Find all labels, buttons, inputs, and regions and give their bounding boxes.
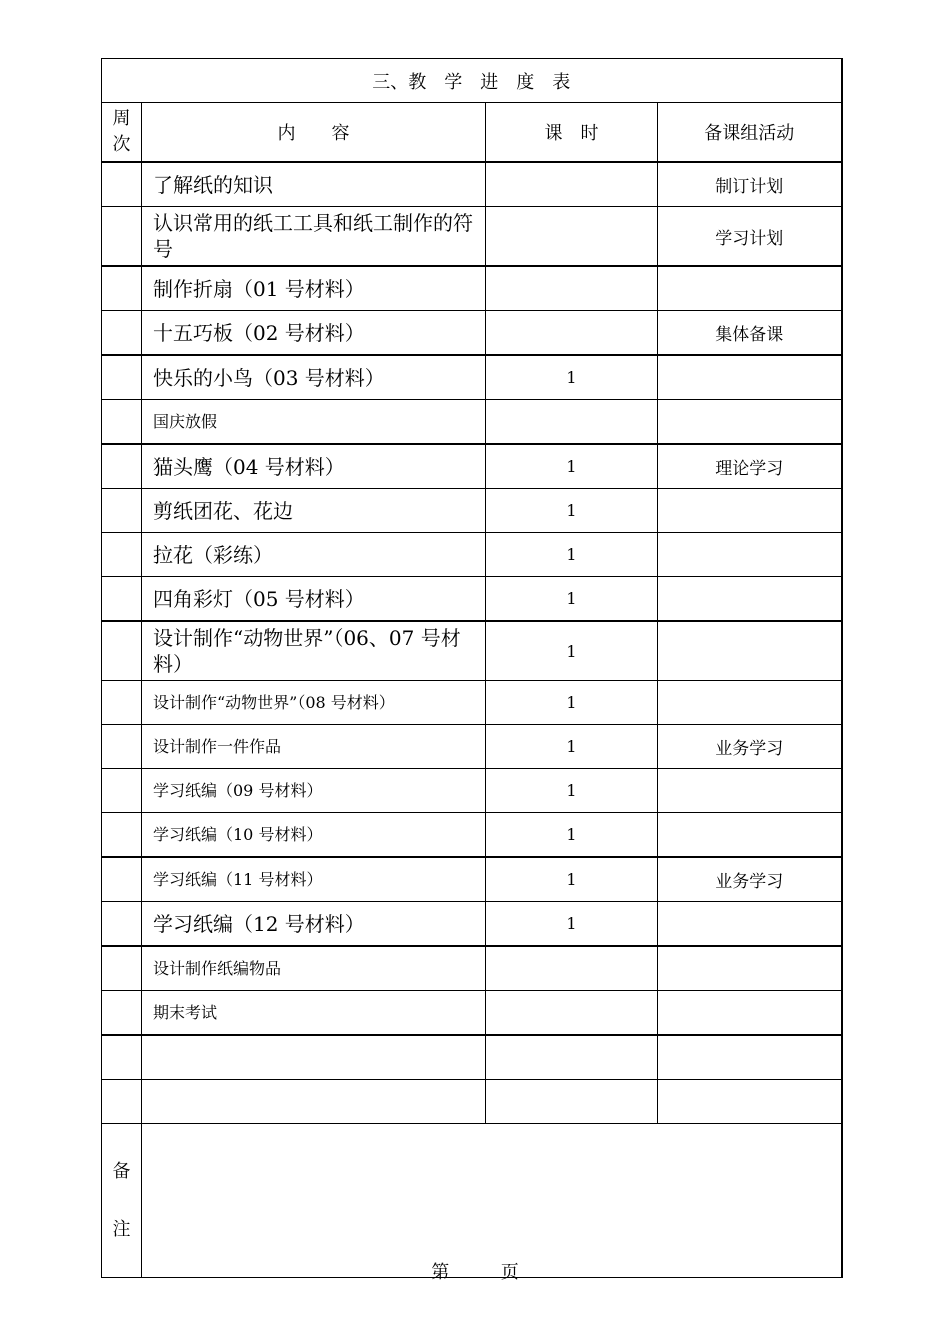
week-cell <box>102 621 142 681</box>
week-cell <box>102 162 142 207</box>
hours-cell <box>486 1080 658 1124</box>
activity-cell <box>658 577 842 622</box>
activity-cell: 业务学习 <box>658 857 842 902</box>
hours-cell <box>486 946 658 991</box>
week-cell <box>102 577 142 622</box>
table-row <box>102 725 842 769</box>
week-cell <box>102 444 142 489</box>
schedule-rows <box>102 162 842 1124</box>
table-row <box>102 162 842 207</box>
hours-cell: 1 <box>486 857 658 902</box>
week-cell <box>102 311 142 356</box>
hours-cell <box>486 162 658 207</box>
header-activity: 备课组活动 <box>658 103 842 163</box>
table-row <box>102 857 842 902</box>
activity-cell <box>658 1080 842 1124</box>
content-cell: 学习纸编（11 号材料） <box>142 857 486 902</box>
hours-cell <box>486 1035 658 1080</box>
hours-cell: 1 <box>486 489 658 533</box>
header-content: 内 容 <box>142 103 486 163</box>
activity-cell <box>658 813 842 858</box>
table-row <box>102 769 842 813</box>
content-cell: 了解纸的知识 <box>142 162 486 207</box>
week-cell <box>102 857 142 902</box>
content-cell: 期末考试 <box>142 991 486 1036</box>
table-row <box>102 813 842 858</box>
content-cell: 设计制作“动物世界”（08 号材料） <box>142 681 486 725</box>
activity-cell: 理论学习 <box>658 444 842 489</box>
content-cell: 十五巧板（02 号材料） <box>142 311 486 356</box>
activity-cell <box>658 266 842 311</box>
hours-cell: 1 <box>486 902 658 947</box>
title-row <box>102 59 842 103</box>
activity-cell <box>658 681 842 725</box>
remarks-row <box>102 1124 842 1278</box>
activity-cell: 集体备课 <box>658 311 842 356</box>
hours-cell: 1 <box>486 533 658 577</box>
schedule-sheet <box>101 58 841 1254</box>
content-cell: 国庆放假 <box>142 400 486 445</box>
week-cell <box>102 813 142 858</box>
week-cell <box>102 946 142 991</box>
hours-cell: 1 <box>486 681 658 725</box>
content-cell: 制作折扇（01 号材料） <box>142 266 486 311</box>
table-row <box>102 621 842 681</box>
content-cell: 剪纸团花、花边 <box>142 489 486 533</box>
hours-cell: 1 <box>486 355 658 400</box>
table-row <box>102 444 842 489</box>
content-cell: 设计制作一件作品 <box>142 725 486 769</box>
content-cell <box>142 1080 486 1124</box>
activity-cell <box>658 991 842 1036</box>
week-cell <box>102 489 142 533</box>
content-cell: 猫头鹰（04 号材料） <box>142 444 486 489</box>
week-cell <box>102 355 142 400</box>
hours-cell <box>486 207 658 267</box>
week-cell <box>102 533 142 577</box>
table-row <box>102 991 842 1036</box>
week-cell <box>102 266 142 311</box>
content-cell: 学习纸编（09 号材料） <box>142 769 486 813</box>
table-row <box>102 489 842 533</box>
week-cell <box>102 769 142 813</box>
table-row <box>102 902 842 947</box>
table-row <box>102 207 842 267</box>
remarks-label <box>102 1124 142 1278</box>
hours-cell: 1 <box>486 769 658 813</box>
remarks-content <box>142 1124 842 1278</box>
table-row <box>102 946 842 991</box>
header-hours: 课 时 <box>486 103 658 163</box>
week-cell <box>102 1035 142 1080</box>
activity-cell <box>658 902 842 947</box>
table-row <box>102 681 842 725</box>
activity-cell <box>658 769 842 813</box>
week-cell <box>102 400 142 445</box>
hours-cell: 1 <box>486 577 658 622</box>
content-cell: 设计制作“动物世界”（06、07 号材料） <box>142 621 486 681</box>
footer-page-prefix: 第 <box>431 1262 450 1283</box>
remarks-label-bottom: 注 <box>112 1218 131 1240</box>
content-cell <box>142 1035 486 1080</box>
week-cell <box>102 991 142 1036</box>
table-row <box>102 355 842 400</box>
activity-cell <box>658 621 842 681</box>
content-cell: 学习纸编（12 号材料） <box>142 902 486 947</box>
content-cell: 认识常用的纸工工具和纸工制作的符号 <box>142 207 486 267</box>
activity-cell <box>658 355 842 400</box>
activity-cell <box>658 1035 842 1080</box>
table-row <box>102 533 842 577</box>
hours-cell: 1 <box>486 813 658 858</box>
week-cell <box>102 207 142 267</box>
table-row <box>102 1035 842 1080</box>
table-row <box>102 1080 842 1124</box>
header-row <box>102 103 842 163</box>
week-cell <box>102 681 142 725</box>
content-cell: 设计制作纸编物品 <box>142 946 486 991</box>
week-cell <box>102 725 142 769</box>
hours-cell: 1 <box>486 725 658 769</box>
table-row <box>102 577 842 622</box>
content-cell: 拉花（彩练） <box>142 533 486 577</box>
week-cell <box>102 1080 142 1124</box>
activity-cell <box>658 489 842 533</box>
header-week-text: 周次 <box>112 108 131 155</box>
week-cell <box>102 902 142 947</box>
activity-cell: 业务学习 <box>658 725 842 769</box>
header-week <box>102 103 142 163</box>
table-row <box>102 266 842 311</box>
content-cell: 快乐的小鸟（03 号材料） <box>142 355 486 400</box>
table-title: 三、教 学 进 度 表 <box>102 59 842 103</box>
activity-cell <box>658 533 842 577</box>
hours-cell <box>486 400 658 445</box>
content-cell: 四角彩灯（05 号材料） <box>142 577 486 622</box>
content-cell: 学习纸编（10 号材料） <box>142 813 486 858</box>
activity-cell: 学习计划 <box>658 207 842 267</box>
footer-page-suffix: 页 <box>500 1262 519 1283</box>
table-row <box>102 311 842 356</box>
remarks-label-top: 备 <box>112 1160 131 1182</box>
hours-cell <box>486 311 658 356</box>
activity-cell <box>658 400 842 445</box>
table-row <box>102 400 842 445</box>
hours-cell: 1 <box>486 621 658 681</box>
hours-cell <box>486 991 658 1036</box>
teaching-schedule-table <box>101 58 843 1278</box>
hours-cell <box>486 266 658 311</box>
page-footer <box>0 1258 950 1284</box>
hours-cell: 1 <box>486 444 658 489</box>
activity-cell: 制订计划 <box>658 162 842 207</box>
activity-cell <box>658 946 842 991</box>
